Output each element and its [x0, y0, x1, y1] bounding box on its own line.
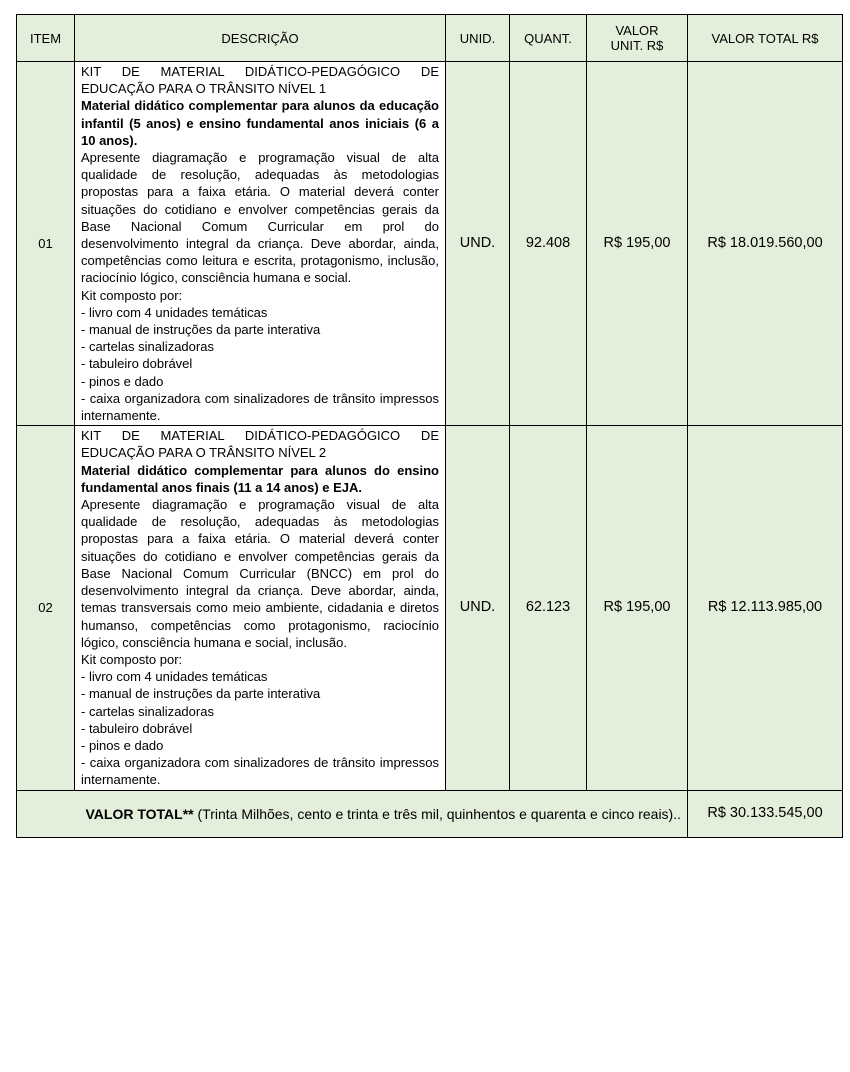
description-body: Apresente diagramação e programação visual de alta qualidade de resolução, adequadas às metodologias propostas para a faixa etária. O material deverá conter situações do cotidiano e envolver competências gerais da Base Nacional Comum Curricular (BNCC) em prol do desenvolvimento integral da criança. Deve abordar, ainda, temas transversais como meio ambiente, cidadania e diretos humanso, competências como protagonismo, raciocínio lógico, consciência humana e social, inclusão.	[81, 497, 439, 650]
row-description	[75, 426, 446, 790]
header-valor-unit	[587, 15, 688, 62]
kit-item: - tabuleiro dobrável	[81, 356, 193, 372]
kit-item: - caixa organizadora com sinalizadores de trânsito impressos internamente.	[81, 390, 439, 424]
row-valor-unit: R$ 195,00	[587, 426, 688, 790]
kit-intro: Kit composto por:	[81, 287, 183, 303]
grand-total-value: R$ 30.133.545,00	[688, 790, 843, 837]
total-label-text: (Trinta Milhões, cento e trinta e três mil, quinhentos e quarenta e cinco reais)..	[193, 805, 681, 822]
kit-item: - pinos e dado	[81, 737, 164, 753]
kit-item: - livro com 4 unidades temáticas	[81, 669, 268, 685]
kit-item: - livro com 4 unidades temáticas	[81, 304, 268, 320]
row-quant: 92.408	[510, 62, 587, 426]
row-unid: UND.	[446, 426, 510, 790]
kit-item: - manual de instruções da parte interativa	[81, 686, 321, 702]
header-valor-unit-line2: UNIT. R$	[610, 38, 664, 53]
kit-item: - cartelas sinalizadoras	[81, 703, 214, 719]
table-row	[17, 62, 843, 426]
kit-item: - caixa organizadora com sinalizadores de trânsito impressos internamente.	[81, 755, 439, 788]
row-valor-total: R$ 18.019.560,00	[688, 62, 843, 426]
row-item: 02	[17, 426, 75, 790]
kit-item: - pinos e dado	[81, 373, 164, 389]
table-row	[17, 426, 843, 790]
header-item: ITEM	[17, 15, 75, 62]
total-row	[17, 790, 843, 837]
row-item: 01	[17, 62, 75, 426]
row-unid: UND.	[446, 62, 510, 426]
description-subtitle: Material didático complementar para alunos da educação infantil (5 anos) e ensino fundamental anos iniciais (6 a 10 anos).	[81, 98, 439, 148]
description-body: Apresente diagramação e programação visual de alta qualidade de resolução, adequadas às metodologias propostas para a faixa etária. O material deverá conter situações do cotidiano e envolver competências gerais da Base Nacional Comum Curricular em prol do desenvolvimento integral da criança. Deve abordar, ainda, competências como leitura e escrita, protagonismo, inclusão, raciocínio lógico, consciência humana e social.	[81, 150, 439, 286]
header-descricao: DESCRIÇÃO	[75, 15, 446, 62]
description-subtitle: Material didático complementar para alunos do ensino fundamental anos finais (11 a 14 anos) e EJA.	[81, 462, 439, 495]
kit-intro: Kit composto por:	[81, 651, 183, 667]
header-quant: QUANT.	[510, 15, 587, 62]
header-unid: UNID.	[446, 15, 510, 62]
budget-table	[16, 14, 843, 838]
kit-item: - tabuleiro dobrável	[81, 720, 193, 736]
total-label	[17, 790, 688, 837]
row-valor-unit: R$ 195,00	[587, 62, 688, 426]
row-quant: 62.123	[510, 426, 587, 790]
row-description	[75, 62, 446, 426]
header-valor-total: VALOR TOTAL R$	[688, 15, 843, 62]
kit-item: - manual de instruções da parte interativa	[81, 322, 321, 338]
description-title: KIT DE MATERIAL DIDÁTICO-PEDAGÓGICO DE EDUCAÇÃO PARA O TRÂNSITO NÍVEL 2	[81, 428, 439, 461]
table-header-row	[17, 15, 843, 62]
row-valor-total: R$ 12.113.985,00	[688, 426, 843, 790]
description-title: KIT DE MATERIAL DIDÁTICO-PEDAGÓGICO DE EDUCAÇÃO PARA O TRÂNSITO NÍVEL 1	[81, 64, 439, 97]
total-label-prefix: VALOR TOTAL**	[85, 805, 194, 822]
kit-item: - cartelas sinalizadoras	[81, 339, 214, 355]
header-valor-unit-line1: VALOR	[615, 23, 659, 38]
